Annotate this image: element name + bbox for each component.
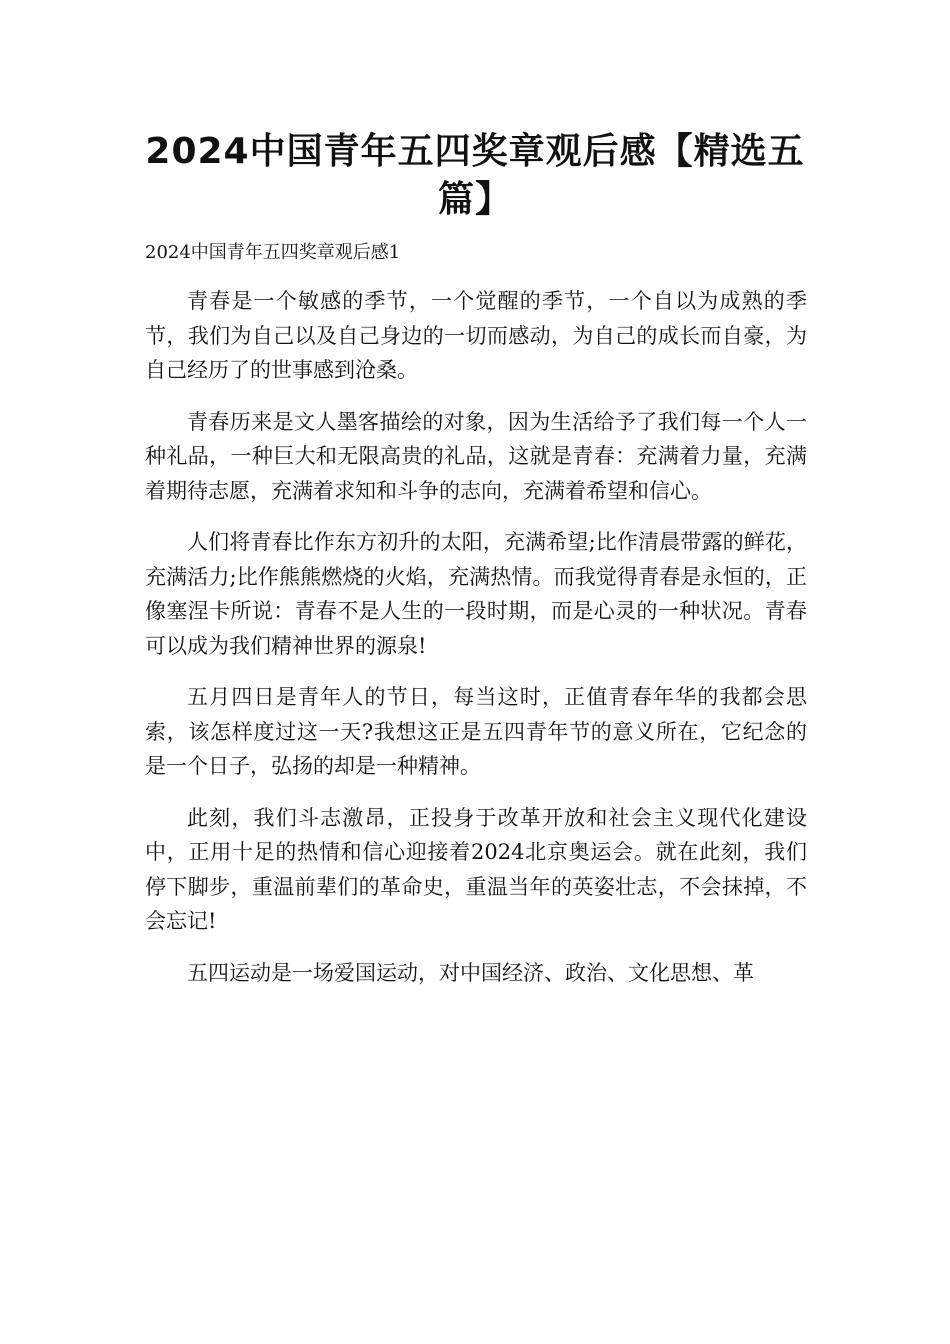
paragraph: 五月四日是青年人的节日，每当这时，正值青春年华的我都会思索，该怎样度过这一天?我想这正是五四青年节的意义所在，它纪念的是一个日子，弘扬的却是一种精神。 xyxy=(145,685,807,778)
document-body xyxy=(145,284,807,1007)
section-heading: 2024中国青年五四奖章观后感1 xyxy=(145,242,401,263)
paragraph: 人们将青春比作东方初升的太阳，充满希望;比作清晨带露的鲜花，充满活力;比作熊熊燃烧的火焰，充满热情。而我觉得青春是永恒的，正像塞涅卡所说：青春不是人生的一段时期，而是心灵的一种状况。青春可以成为我们精神世界的源泉! xyxy=(145,530,807,658)
paragraph: 青春历来是文人墨客描绘的对象，因为生活给予了我们每一个人一种礼品，一种巨大和无限高贵的礼品，这就是青春：充满着力量，充满着期待志愿，充满着求知和斗争的志向，充满着希望和信心。 xyxy=(145,409,807,503)
document-title: 2024中国青年五四奖章观后感【精选五篇】 xyxy=(145,131,805,220)
paragraph: 五四运动是一场爱国运动，对中国经济、政治、文化思想、革 xyxy=(187,960,754,985)
paragraph: 此刻，我们斗志激昂，正投身于改革开放和社会主义现代化建设中，正用十足的热情和信心迎接着2024北京奥运会。就在此刻，我们停下脚步，重温前辈们的革命史，重温当年的英姿壮志，不会抹掉，不会忘记! xyxy=(145,805,807,933)
paragraph: 青春是一个敏感的季节，一个觉醒的季节，一个自以为成熟的季节，我们为自己以及自己身边的一切而感动，为自己的成长而自豪，为自己经历了的世事感到沧桑。 xyxy=(145,289,807,382)
